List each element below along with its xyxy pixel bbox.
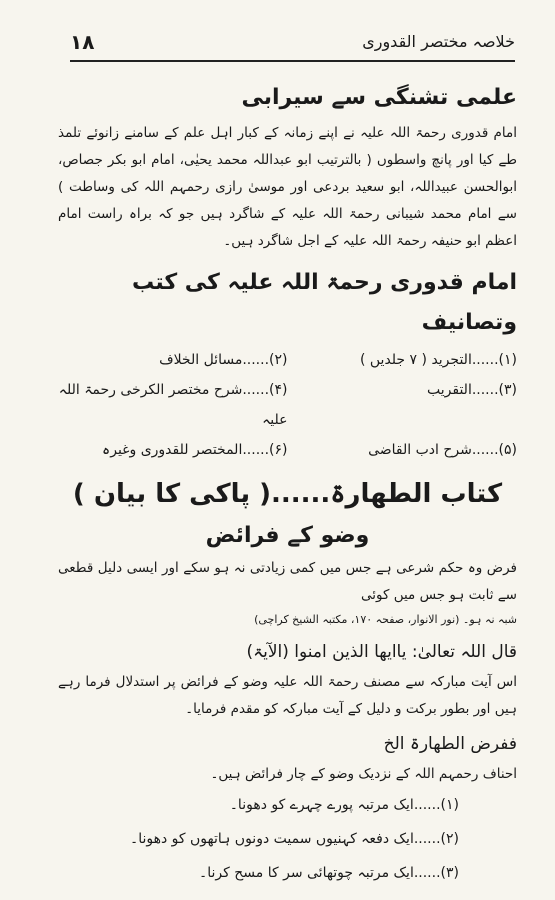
books-list <box>58 345 517 465</box>
ffard-heading: ففرض الطھارۃ الخ <box>383 734 517 754</box>
list-item: (۱)......ایک مرتبہ پورے چہرے کو دھونا۔ <box>229 797 459 813</box>
section-heading-books: امام قدوری رحمۃ اللہ علیہ کی کتب وتصانیف <box>132 270 517 335</box>
page-header <box>70 28 515 62</box>
page-number: ۱۸ <box>70 30 95 54</box>
book-item: (۱)......التجرید ( ۷ جلدیں ) <box>359 352 517 368</box>
quran-verse: قال اللہ تعالیٰ: یاایھا الذین امنوا (الآیۃ) <box>246 642 517 662</box>
list-item: (۳)......ایک مرتبہ چوتھائی سر کا مسح کرنا۔ <box>199 865 459 881</box>
paragraph-intro: احناف رحمہم اللہ کے نزدیک وضو کے چار فرائض ہیں۔ <box>210 766 517 782</box>
book-item: (۳)......التقریب <box>427 382 517 398</box>
section-heading-sirabi: علمی تشنگی سے سیرابی <box>241 85 517 110</box>
chapter-title: کتاب الطھارۃ......( پاکی کا بیان ) <box>72 479 503 509</box>
paragraph-istidlal: اس آیت مبارکہ سے مصنف رحمۃ اللہ علیہ وضو کے فرائض پر استدلال فرما رہے ہیں اور بطور برکت و دلیل کے آیت مبارکہ کو مقدم فرمایا۔ <box>58 674 517 717</box>
books-row <box>58 345 517 375</box>
book-item: (۲)......مسائل الخلاف <box>159 352 288 368</box>
list-item: (۲)......ایک دفعہ کہنیوں سمیت دونوں ہاتھوں کو دھونا۔ <box>130 831 459 847</box>
running-title: خلاصہ مختصر القدوری <box>362 32 515 51</box>
books-row <box>58 375 517 435</box>
faraid-list <box>58 788 517 890</box>
book-item: (۵)......شرح ادب القاضی <box>368 442 517 458</box>
page-body <box>58 70 517 890</box>
book-item: (۶)......المختصر للقدوری وغیرہ <box>102 442 288 458</box>
paragraph-fard-definition: فرض وہ حکم شرعی ہے جس میں کمی زیادتی نہ ہو سکے اور ایسی دلیل قطعی سے ثابت ہو جس میں کوئی <box>58 560 517 603</box>
reference-line: شبہ نہ ہو۔ (نور الانوار، صفحہ ۱۷۰، مکتبہ الشیخ کراچی) <box>254 613 517 626</box>
paragraph-teachers: امام قدوری رحمۃ اللہ علیہ نے اپنے زمانہ کے کبار اہل علم کے سامنے زانوئے تلمذ طے کیا اور پانچ واسطوں ( بالترتیب ابو عبداللہ محمد یحیٰی، امام ابو بکر جصاص، ابوالحسن عبیداللہ، ابو سعید بردعی اور موسیٰ رازی رحمہم اللہ کی وساطت ) سے امام محمد شیبانی رحمۃ اللہ علیہ کے شاگرد ہیں جو کہ براہ راست امام اعظم ابو حنیفہ رحمۃ اللہ علیہ کے اجل شاگرد ہیں۔ <box>58 125 517 249</box>
chapter-subtitle: وضو کے فرائض <box>205 523 370 548</box>
books-row <box>58 435 517 465</box>
book-item: (۴)......شرح مختصر الکرخی رحمۃ اللہ علیہ <box>58 382 288 428</box>
